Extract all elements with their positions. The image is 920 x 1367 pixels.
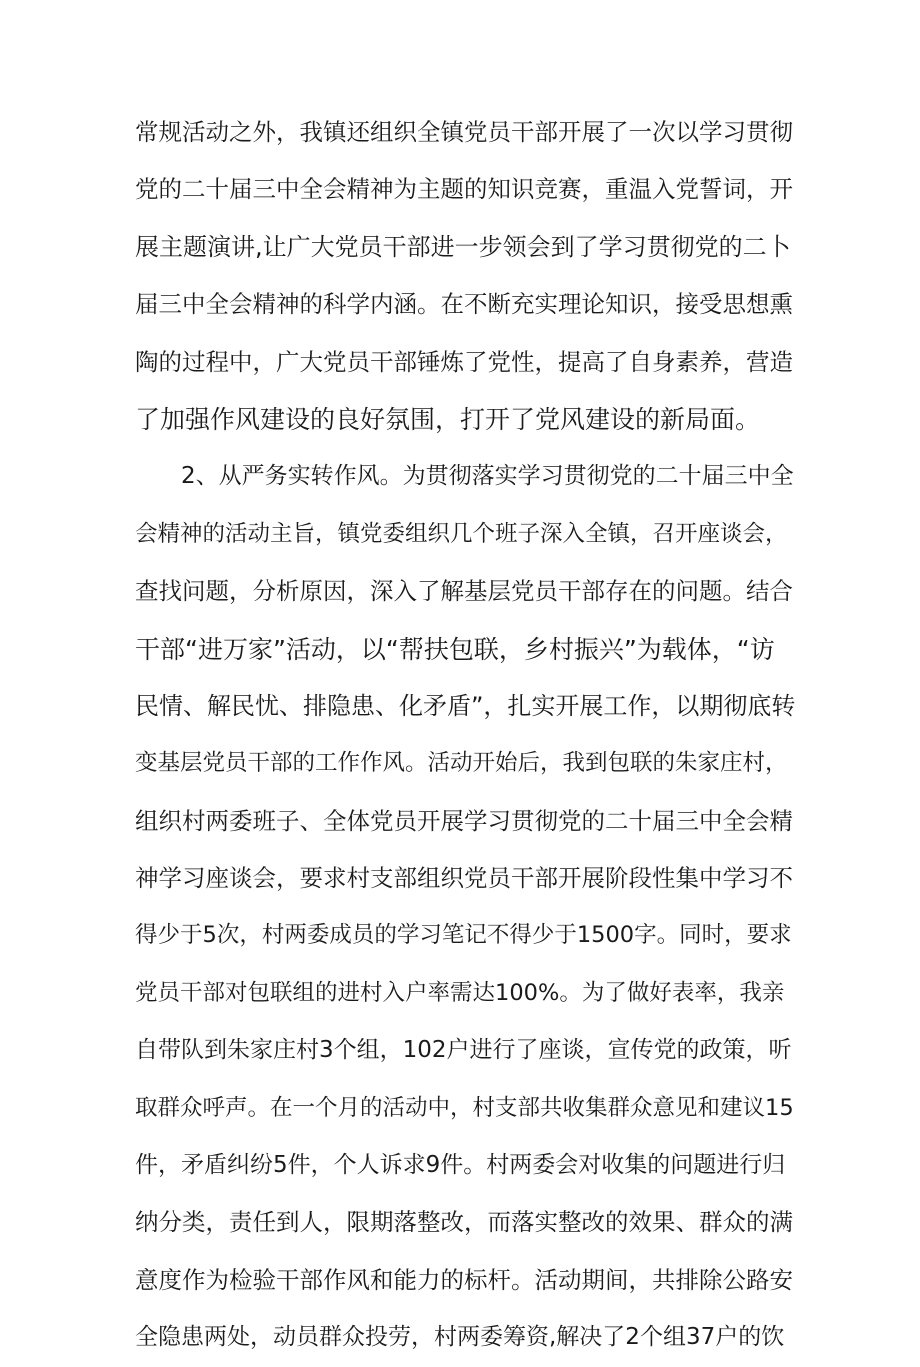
text-line: 神学习座谈会，要求村支部组织党员干部开展阶段性集中学习不 bbox=[135, 864, 793, 893]
text-line: 查找问题，分析原因，深入了解基层党员干部存在的问题。结合 bbox=[135, 577, 793, 606]
text-line: 件，矛盾纠纷5件，个人诉求9件。村两委会对收集的问题进行归 bbox=[135, 1152, 786, 1179]
text-line: 了加强作风建设的良好氛围，打开了党风建设的新局面。 bbox=[135, 404, 761, 434]
text-line: 常规活动之外，我镇还组织全镇党员干部开展了一次以学习贯彻 bbox=[135, 118, 793, 146]
text-line: 民情、解民忧、排隐患、化矛盾”，扎实开展工作，以期彻底转 bbox=[135, 691, 795, 720]
text-line: 自带队到朱家庄村3个组，102户进行了座谈，宣传党的政策，听 bbox=[135, 1037, 792, 1064]
text-line: 纳分类，责任到人，限期落整改，而落实整改的效果、群众的满 bbox=[135, 1208, 793, 1237]
text-line: 干部“进万家”活动，以“帮扶包联，乡村振兴”为载体，“访 bbox=[135, 634, 775, 664]
text-line: 组织村两委班子、全体党员开展学习贯彻党的二十届三中全会精 bbox=[135, 806, 793, 835]
text-line: 全隐患两处，动员群众投劳，村两委筹资,解决了2个组37户的饮 bbox=[135, 1324, 785, 1351]
body-text bbox=[135, 104, 795, 1367]
text-line: 陶的过程中，广大党员干部锤炼了党性，提高了自身素养，营造 bbox=[135, 347, 793, 376]
text-line: 党员干部对包联组的进村入户率需达100%。为了做好表率，我亲 bbox=[135, 979, 785, 1006]
text-line: 得少于5次，村两委成员的学习笔记不得少于1500字。同时，要求 bbox=[135, 922, 792, 949]
text-line: 取群众呼声。在一个月的活动中，村支部共收集群众意见和建议15 bbox=[135, 1094, 794, 1121]
text-line: 会精神的活动主旨，镇党委组织几个班子深入全镇，召开座谈会， bbox=[135, 520, 788, 547]
text-line: 党的二十届三中全会精神为主题的知识竞赛，重温入党誓词，开 bbox=[135, 175, 793, 204]
text-line: 届三中全会精神的科学内涵。在不断充实理论知识，接受思想熏 bbox=[135, 290, 793, 319]
text-line: 变基层党员干部的工作作风。活动开始后，我到包联的朱家庄村， bbox=[135, 750, 788, 777]
text-line: 2、从严务实转作风。为贯彻落实学习贯彻党的二十届三中全 bbox=[135, 463, 794, 490]
text-line: 展主题演讲,让广大党员干部进一步领会到了学习贯彻党的二卜 bbox=[135, 232, 791, 261]
text-line: 意度作为检验干部作风和能力的标杆。活动期间，共排除公路安 bbox=[135, 1265, 793, 1294]
